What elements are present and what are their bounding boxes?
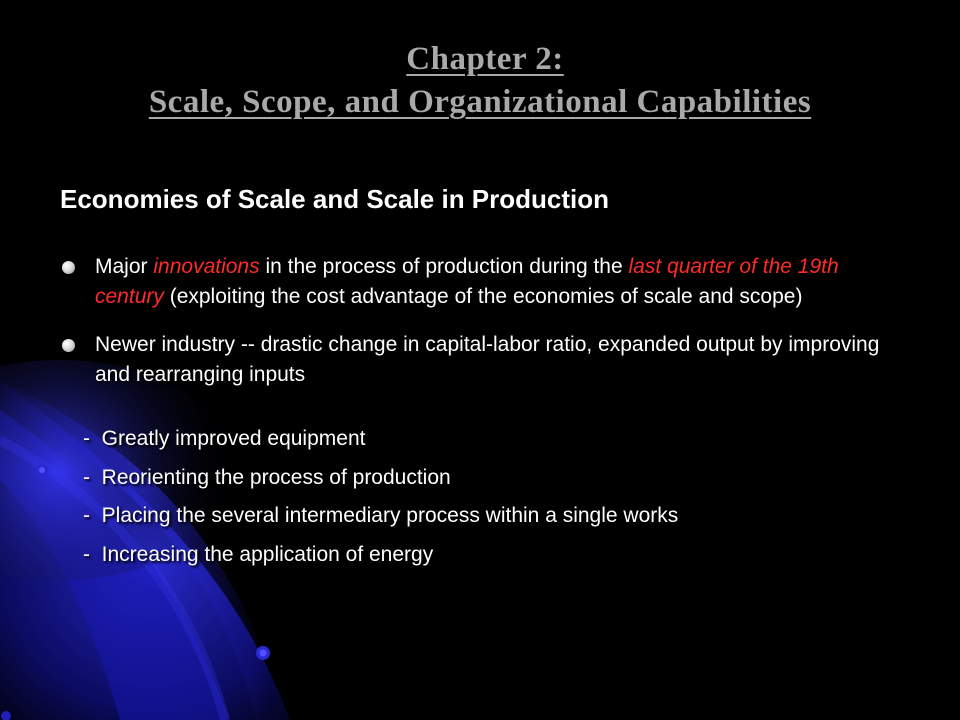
bullet-dot-icon xyxy=(62,339,75,352)
sub-item: - Placing the several intermediary process within a single works xyxy=(83,504,679,527)
bullet-dot-icon xyxy=(62,261,75,274)
bullet-list xyxy=(60,252,880,408)
highlight-period: last quarter of the 19th century xyxy=(95,255,839,308)
highlight-innovations: innovations xyxy=(153,255,260,278)
sub-item: - Reorienting the process of production xyxy=(83,465,451,489)
title-line-2: Scale, Scope, and Organizational Capabilities xyxy=(148,84,812,120)
sub-item-list xyxy=(83,424,678,578)
title-line-1: Chapter 2: xyxy=(406,41,564,77)
bullet-text: (exploiting the cost advantage of the economies of scale and scope) xyxy=(163,285,803,308)
section-heading: Economies of Scale and Scale in Production xyxy=(60,184,610,214)
sub-item: - Greatly improved equipment xyxy=(83,427,366,450)
slide-title xyxy=(0,38,960,124)
bullet-text: Major xyxy=(95,255,154,278)
bullet-innovations xyxy=(60,252,880,312)
bullet-text: in the process of production during the xyxy=(259,255,629,278)
sub-item: - Increasing the application of energy xyxy=(83,542,434,566)
bullet-text: Newer industry -- drastic change in capital-labor ratio, expanded output by improving and rearranging inputs xyxy=(95,333,880,386)
bullet-newer-industry xyxy=(60,330,880,390)
